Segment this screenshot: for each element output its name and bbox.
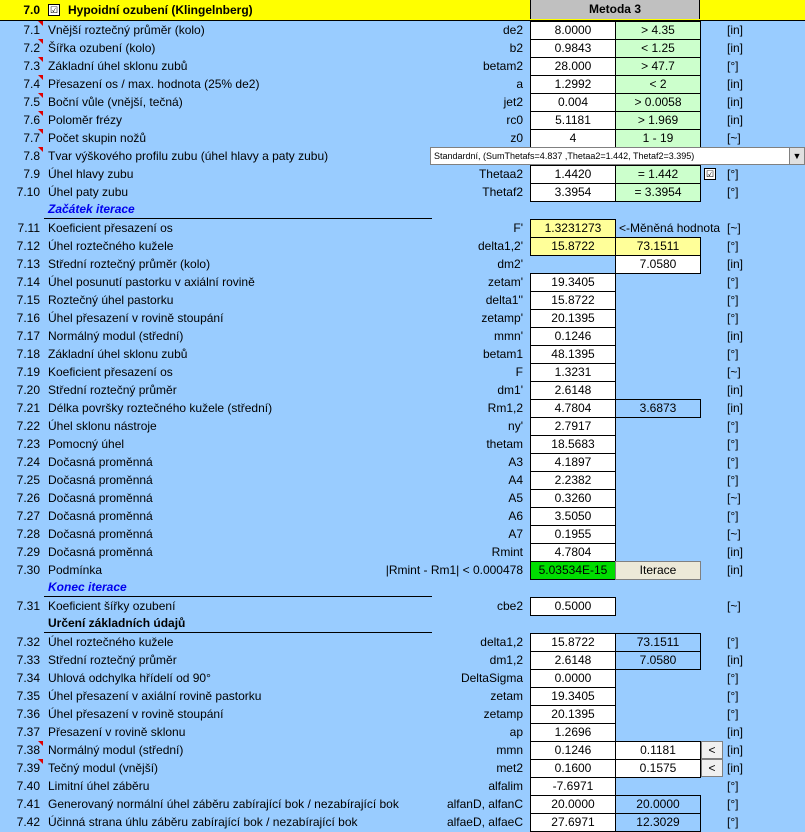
comment-marker-icon <box>38 147 43 152</box>
row-number: 7.24 <box>16 455 40 469</box>
value-cell: 0.1246 <box>530 741 616 760</box>
row-unit: [in] <box>727 257 744 271</box>
row-7-37 <box>0 723 805 741</box>
row-unit: [~] <box>727 365 741 379</box>
value-cell: 48.1395 <box>530 345 616 364</box>
basic-data-section <box>0 615 805 633</box>
row-number: 7.21 <box>16 401 40 415</box>
row-label: Tvar výškového profilu zubu (úhel hlavy a paty zubu) <box>48 149 329 163</box>
limit-betam2: > 47.7 <box>615 57 701 76</box>
row-symbol: Rmint <box>491 545 523 559</box>
row-7-25 <box>0 471 805 489</box>
input-mmn[interactable]: 0.1181 <box>615 741 701 760</box>
value-cell: 2.2382 <box>530 471 616 490</box>
row-7-38 <box>0 741 805 759</box>
row-label: Střední roztečný průměr (kolo) <box>48 257 211 271</box>
value-dm2: 7.0580 <box>615 255 701 274</box>
value-cell: 2.6148 <box>530 651 616 670</box>
row-number: 7.35 <box>16 689 40 703</box>
value-cell: 1.2696 <box>530 723 616 742</box>
row-symbol: alfanD, alfanC <box>446 797 523 811</box>
row-label: Poloměr frézy <box>48 113 123 127</box>
row-unit: [in] <box>727 563 744 577</box>
input-betam2[interactable]: 28.000 <box>530 57 616 76</box>
row-number: 7.14 <box>16 275 40 289</box>
row-symbol: A4 <box>508 473 523 487</box>
comment-marker-icon <box>38 759 43 764</box>
row-symbol: A6 <box>508 509 523 523</box>
row-symbol: zetamp' <box>481 311 523 325</box>
row-symbol: b2 <box>509 41 523 55</box>
value-cell: 27.6971 <box>530 813 616 832</box>
row-unit: [~] <box>727 599 741 613</box>
row-7-19 <box>0 363 805 381</box>
copy-met2-button[interactable]: < <box>701 759 723 777</box>
value-cell: 15.8722 <box>530 291 616 310</box>
row-label: Dočasná proměnná <box>48 509 153 523</box>
row-number: 7.7 <box>23 131 40 145</box>
row-symbol: Rm1,2 <box>487 401 523 415</box>
row-symbol: thetam <box>486 437 523 451</box>
row-number: 7.26 <box>16 491 40 505</box>
value-cell-2: 73.1511 <box>615 633 701 652</box>
row-number: 7.28 <box>16 527 40 541</box>
row-symbol: ny' <box>508 419 523 433</box>
row-symbol: dm1' <box>497 383 523 397</box>
row-7-7 <box>0 129 805 147</box>
row-number: 7.33 <box>16 653 40 667</box>
row-7-41 <box>0 795 805 813</box>
row-symbol: cbe2 <box>496 599 523 613</box>
comment-marker-icon <box>38 75 43 80</box>
row-number: 7.42 <box>16 815 40 829</box>
row-7-32 <box>0 633 805 651</box>
condition-value: 5.03534E-15 <box>530 561 616 580</box>
row-unit: [in] <box>727 401 744 415</box>
row-label: Šířka ozubení (kolo) <box>48 41 156 55</box>
row-unit: [~] <box>727 131 741 145</box>
row-symbol: F' <box>513 221 523 235</box>
row-7-31 <box>0 597 805 615</box>
row-number: 7.20 <box>16 383 40 397</box>
value-cell-2: 3.6873 <box>615 399 701 418</box>
row-unit: [°] <box>727 311 739 325</box>
row-symbol: |Rmint - Rm1| < 0.000478 <box>385 563 523 577</box>
row-number: 7.25 <box>16 473 40 487</box>
row-7-6 <box>0 111 805 129</box>
row-label: Koeficient přesazení os <box>48 221 173 235</box>
row-symbol: mmn <box>496 743 523 757</box>
row-number: 7.2 <box>23 41 40 55</box>
row-symbol: betam2 <box>482 59 523 73</box>
row-symbol: de2 <box>502 23 523 37</box>
section-number: 7.0 <box>23 3 40 17</box>
row-unit: [°] <box>727 797 739 811</box>
input-z0[interactable]: 4 <box>530 129 616 148</box>
row-number: 7.11 <box>17 221 40 235</box>
row-7-10 <box>0 183 805 201</box>
row-symbol: dm1,2 <box>489 653 523 667</box>
row-unit: [°] <box>727 473 739 487</box>
row-unit: [in] <box>727 113 744 127</box>
iteration-end-section <box>0 579 805 597</box>
row-7-15 <box>0 291 805 309</box>
input-met2[interactable]: 0.1575 <box>615 759 701 778</box>
value-cell: 15.8722 <box>530 633 616 652</box>
row-number: 7.32 <box>16 635 40 649</box>
value-cell: 4.7804 <box>530 543 616 562</box>
row-label: Přesazení v rovině sklonu <box>48 725 186 739</box>
value-cell: 20.0000 <box>530 795 616 814</box>
section-header <box>0 0 805 21</box>
row-number: 7.10 <box>16 185 40 199</box>
row-7-20 <box>0 381 805 399</box>
row-7-35 <box>0 687 805 705</box>
row-unit: [~] <box>727 527 741 541</box>
row-7-11 <box>0 219 805 237</box>
row-unit: [in] <box>727 761 744 775</box>
row-unit: [°] <box>727 185 739 199</box>
row-number: 7.17 <box>16 329 40 343</box>
row-unit: [in] <box>727 383 744 397</box>
input-thetaa2[interactable]: 1.4420 <box>530 165 616 184</box>
row-unit: [in] <box>727 743 744 757</box>
row-unit: [in] <box>727 653 744 667</box>
value-cell: 0.1246 <box>530 327 616 346</box>
row-unit: [°] <box>727 239 739 253</box>
row-7-9 <box>0 165 805 183</box>
section-checkbox[interactable]: ☑ <box>49 5 59 15</box>
row-label: Úhel roztečného kužele <box>48 635 174 649</box>
value-delta1: 15.8722 <box>530 237 616 256</box>
row-symbol: a <box>516 77 523 91</box>
value-cell: 1.3231 <box>530 363 616 382</box>
row-7-42 <box>0 813 805 831</box>
value-cell: 4.1897 <box>530 453 616 472</box>
row-number: 7.34 <box>16 671 40 685</box>
value-cell: 0.0000 <box>530 669 616 688</box>
value-cell: 18.5683 <box>530 435 616 454</box>
value-cell-2: 7.0580 <box>615 651 701 670</box>
row-label: Základní úhel sklonu zubů <box>48 59 188 73</box>
row-7-2 <box>0 39 805 57</box>
row-number: 7.37 <box>16 725 40 739</box>
dropdown-value: Standardní, (SumThetafs=4.837 ,Thetaa2=1.442, Thetaf2=3.395) <box>434 151 695 161</box>
row-7-21 <box>0 399 805 417</box>
row-7-12 <box>0 237 805 255</box>
row-number: 7.15 <box>16 293 40 307</box>
row-unit: [°] <box>727 815 739 829</box>
section-heading: Určení základních údajů <box>48 616 186 630</box>
row-label: Délka površky roztečného kužele (střední) <box>48 401 273 415</box>
row-7-29 <box>0 543 805 561</box>
comment-marker-icon <box>38 39 43 44</box>
input-de2[interactable]: 8.0000 <box>530 21 616 40</box>
row-unit: [in] <box>727 725 744 739</box>
row-unit: [°] <box>727 671 739 685</box>
row-7-23 <box>0 435 805 453</box>
section-heading: Konec iterace <box>48 580 127 594</box>
value-f-prime: 1.3231273 <box>530 219 616 238</box>
value-cell: 20.1395 <box>530 309 616 328</box>
row-7-40 <box>0 777 805 795</box>
row-symbol: dm2' <box>497 257 523 271</box>
row-7-4 <box>0 75 805 93</box>
row-symbol: zetamp <box>483 707 523 721</box>
row-label: Základní úhel sklonu zubů <box>48 347 188 361</box>
row-number: 7.6 <box>23 113 40 127</box>
value-cell: 19.3405 <box>530 273 616 292</box>
row-7-27 <box>0 507 805 525</box>
row-7-5 <box>0 93 805 111</box>
comment-marker-icon <box>38 111 43 116</box>
row-label: Úhel roztečného kužele <box>48 239 174 253</box>
row-symbol: DeltaSigma <box>460 671 523 685</box>
iterate-button[interactable]: Iterace <box>615 561 701 580</box>
row-label: Tečný modul (vnější) <box>48 761 159 775</box>
row-unit: [°] <box>727 437 739 451</box>
input-rc0[interactable]: 5.1181 <box>530 111 616 130</box>
row-symbol: A5 <box>508 491 523 505</box>
row-label: Přesazení os / max. hodnota (25% de2) <box>48 77 260 91</box>
row-label: Pomocný úhel <box>48 437 125 451</box>
value-cell: 20.1395 <box>530 705 616 724</box>
row-label: Dočasná proměnná <box>48 473 153 487</box>
comment-marker-icon <box>38 57 43 62</box>
row-label: Koeficient šířky ozubení <box>48 599 176 613</box>
value-cell-2: 12.3029 <box>615 813 701 832</box>
row-symbol: Thetaf2 <box>482 185 523 199</box>
row-unit: [in] <box>727 23 744 37</box>
row-number: 7.31 <box>16 599 40 613</box>
row-symbol: met2 <box>496 761 523 775</box>
row-label: Počet skupin nožů <box>48 131 147 145</box>
thetaa2-checkbox[interactable]: ☑ <box>705 169 715 179</box>
limit-z0: 1 - 19 <box>615 129 701 148</box>
method-label: Metoda 3 <box>530 0 700 19</box>
limit-de2: > 4.35 <box>615 21 701 40</box>
row-unit: [in] <box>727 41 744 55</box>
row-7-18 <box>0 345 805 363</box>
row-symbol: zetam <box>490 689 523 703</box>
row-number: 7.36 <box>16 707 40 721</box>
row-symbol: delta1,2 <box>480 635 523 649</box>
row-7-3 <box>0 57 805 75</box>
row-label: Generovaný normální úhel záběru zabírající bok / nezabírající bok <box>48 797 399 811</box>
row-number: 7.8 <box>23 149 40 163</box>
row-number: 7.41 <box>16 797 40 811</box>
row-number: 7.9 <box>23 167 40 181</box>
input-a[interactable]: 1.2992 <box>530 75 616 94</box>
row-symbol: A3 <box>508 455 523 469</box>
row-symbol: zetam' <box>488 275 523 289</box>
row-unit: [°] <box>727 293 739 307</box>
input-thetaf2[interactable]: 3.3954 <box>530 183 616 202</box>
value-cell: 0.3260 <box>530 489 616 508</box>
row-label: Úhel přesazení v axiální rovině pastorku <box>48 689 262 703</box>
row-unit: [°] <box>727 167 739 181</box>
value-cell: -7.6971 <box>530 777 616 796</box>
limit-thetaf2: = 3.3954 <box>615 183 701 202</box>
limit-rc0: > 1.969 <box>615 111 701 130</box>
row-label: Roztečný úhel pastorku <box>48 293 174 307</box>
row-unit: [°] <box>727 419 739 433</box>
row-symbol: jet2 <box>503 95 523 109</box>
row-symbol: Thetaa2 <box>478 167 523 181</box>
row-label: Úhel přesazení v rovině stoupání <box>48 311 224 325</box>
row-symbol: alfalim <box>488 779 523 793</box>
row-label: Limitní úhel záběru <box>48 779 150 793</box>
value-cell: 0.1600 <box>530 759 616 778</box>
row-unit: [°] <box>727 689 739 703</box>
row-label: Úhel hlavy zubu <box>48 167 134 181</box>
row-number: 7.4 <box>23 77 40 91</box>
value-cell: 4.7804 <box>530 399 616 418</box>
row-number: 7.38 <box>16 743 40 757</box>
row-label: Účinná strana úhlu záběru zabírající bok / nezabírající bok <box>48 815 358 829</box>
limit-jet2: > 0.0058 <box>615 93 701 112</box>
row-label: Úhel posunutí pastorku v axiální rovině <box>48 275 255 289</box>
value-cell: 0.1955 <box>530 525 616 544</box>
row-7-22 <box>0 417 805 435</box>
row-label: Koeficient přesazení os <box>48 365 173 379</box>
row-unit: [°] <box>727 59 739 73</box>
row-7-26 <box>0 489 805 507</box>
value-cell: 2.7917 <box>530 417 616 436</box>
row-7-14 <box>0 273 805 291</box>
value-delta2: 73.1511 <box>615 237 701 256</box>
section-title: Hypoidní ozubení (Klingelnberg) <box>68 3 253 17</box>
row-number: 7.29 <box>16 545 40 559</box>
row-7-1 <box>0 21 805 39</box>
input-b2[interactable]: 0.9843 <box>530 39 616 58</box>
row-number: 7.16 <box>16 311 40 325</box>
row-unit: [~] <box>727 221 741 235</box>
row-symbol: z0 <box>510 131 523 145</box>
comment-marker-icon <box>38 129 43 134</box>
limit-b2: < 1.25 <box>615 39 701 58</box>
row-unit: [in] <box>727 95 744 109</box>
row-symbol: ap <box>509 725 523 739</box>
row-label: Normálný modul (střední) <box>48 743 184 757</box>
row-7-39 <box>0 759 805 777</box>
row-symbol: alfaeD, alfaeC <box>446 815 523 829</box>
row-symbol: mmn' <box>494 329 523 343</box>
row-label: Dočasná proměnná <box>48 545 153 559</box>
row-number: 7.13 <box>16 257 40 271</box>
row-number: 7.39 <box>16 761 40 775</box>
row-label: Uhlová odchylka hřídelí od 90° <box>48 671 211 685</box>
row-unit: [°] <box>727 347 739 361</box>
row-label: Dočasná proměnná <box>48 491 153 505</box>
iteration-start-section <box>0 201 805 219</box>
row-number: 7.30 <box>16 563 40 577</box>
row-label: Normálný modul (střední) <box>48 329 184 343</box>
comment-marker-icon <box>38 741 43 746</box>
row-label: Dočasná proměnná <box>48 527 153 541</box>
value-cell: 2.6148 <box>530 381 616 400</box>
chevron-down-icon[interactable]: ▼ <box>789 148 804 164</box>
row-number: 7.1 <box>23 23 40 37</box>
row-7-16 <box>0 309 805 327</box>
value-cell-2: 20.0000 <box>615 795 701 814</box>
row-7-34 <box>0 669 805 687</box>
row-7-30 <box>0 561 805 579</box>
value-cell: 3.5050 <box>530 507 616 526</box>
comment-marker-icon <box>38 93 43 98</box>
row-label: Úhel přesazení v rovině stoupání <box>48 707 224 721</box>
changed-value-note: <-Měněná hodnota <box>619 221 721 235</box>
value-cell: 19.3405 <box>530 687 616 706</box>
row-unit: [°] <box>727 509 739 523</box>
row-label: Střední roztečný průměr <box>48 383 177 397</box>
row-number: 7.12 <box>16 239 40 253</box>
row-number: 7.27 <box>16 509 40 523</box>
row-7-28 <box>0 525 805 543</box>
row-symbol: delta1'' <box>485 293 523 307</box>
row-7-24 <box>0 453 805 471</box>
row-unit: [°] <box>727 707 739 721</box>
row-number: 7.23 <box>16 437 40 451</box>
row-7-13 <box>0 255 805 273</box>
row-unit: [~] <box>727 491 741 505</box>
copy-mmn-button[interactable]: < <box>701 741 723 759</box>
row-number: 7.18 <box>16 347 40 361</box>
row-symbol: A7 <box>508 527 523 541</box>
comment-marker-icon <box>38 21 43 26</box>
row-7-36 <box>0 705 805 723</box>
row-symbol: delta1,2' <box>478 239 523 253</box>
row-number: 7.3 <box>23 59 40 73</box>
row-label: Boční vůle (vnější, tečná) <box>48 95 183 109</box>
row-unit: [°] <box>727 635 739 649</box>
row-number: 7.40 <box>16 779 40 793</box>
profile-shape-dropdown[interactable] <box>430 147 805 165</box>
limit-a: < 2 <box>615 75 701 94</box>
input-jet2[interactable]: 0.004 <box>530 93 616 112</box>
row-unit: [°] <box>727 275 739 289</box>
row-7-17 <box>0 327 805 345</box>
value-cell: 0.5000 <box>530 597 616 616</box>
row-number: 7.19 <box>16 365 40 379</box>
row-number: 7.22 <box>16 419 40 433</box>
row-symbol: betam1 <box>482 347 523 361</box>
row-7-8 <box>0 147 805 165</box>
row-label: Střední roztečný průměr <box>48 653 177 667</box>
row-7-33 <box>0 651 805 669</box>
row-unit: [°] <box>727 455 739 469</box>
row-unit: [°] <box>727 779 739 793</box>
row-number: 7.5 <box>23 95 40 109</box>
row-unit: [in] <box>727 77 744 91</box>
row-symbol: rc0 <box>506 113 523 127</box>
row-label: Úhel paty zubu <box>48 185 129 199</box>
row-label: Podmínka <box>48 563 103 577</box>
row-label: Dočasná proměnná <box>48 455 153 469</box>
limit-thetaa2: = 1.442 <box>615 165 701 184</box>
row-unit: [in] <box>727 329 744 343</box>
section-heading: Začátek iterace <box>48 202 135 216</box>
row-symbol: F <box>515 365 523 379</box>
row-label: Vnější roztečný průměr (kolo) <box>48 23 205 37</box>
row-label: Úhel sklonu nástroje <box>48 419 157 433</box>
row-unit: [in] <box>727 545 744 559</box>
